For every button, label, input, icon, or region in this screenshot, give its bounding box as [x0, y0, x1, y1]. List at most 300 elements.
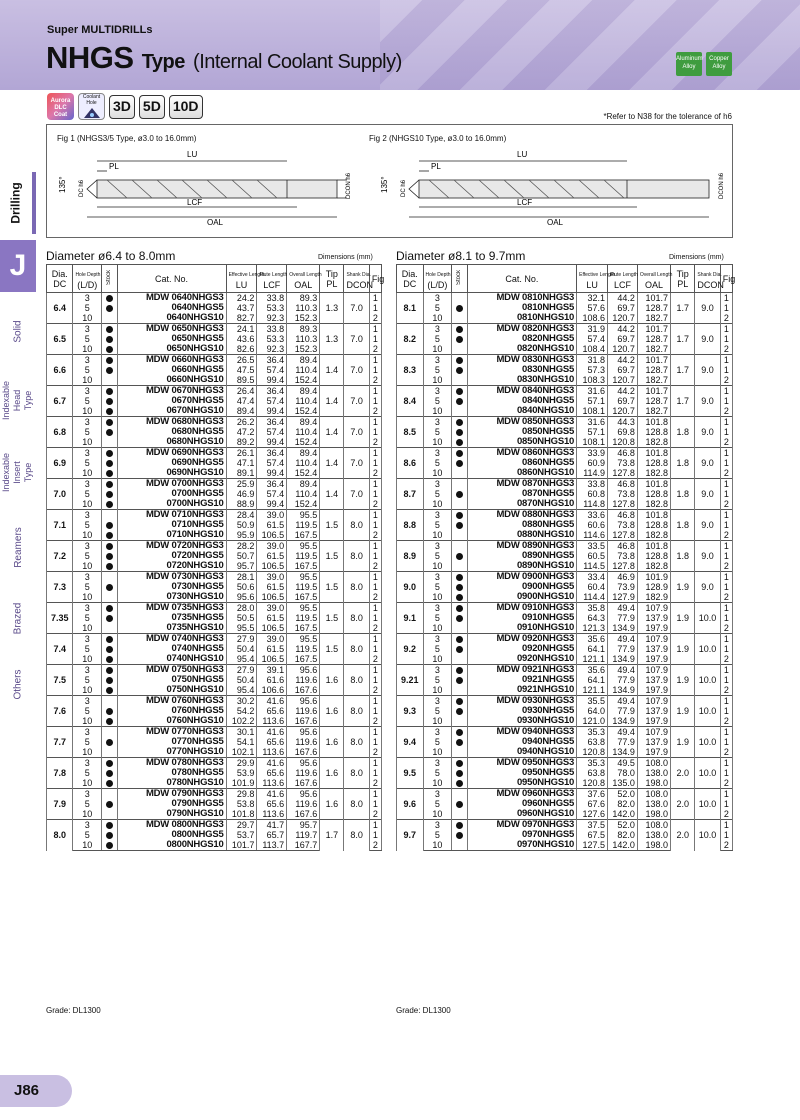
stock-cell	[102, 603, 117, 614]
right-spec-table	[396, 264, 736, 851]
stock-cell	[102, 510, 117, 521]
ld-cell: 10	[423, 840, 452, 851]
lu-cell: 53.9	[226, 768, 257, 778]
cat-no-cell: 0790NHGS10	[117, 809, 226, 820]
cat-no-cell: 0820NHGS5	[467, 334, 576, 344]
cat-no-cell: MDW 0640NHGS3	[117, 293, 226, 304]
lcf-cell: 120.8	[608, 437, 638, 448]
ld-cell: 3	[423, 324, 452, 335]
stock-cell	[452, 675, 467, 685]
stock-dot-icon	[106, 388, 113, 395]
fig-cell: 1	[720, 551, 732, 561]
ld-cell: 10	[423, 406, 452, 417]
cat-no-cell: 0750NHGS5	[117, 675, 226, 685]
ld-cell: 5	[423, 365, 452, 375]
fig-cell: 1	[720, 603, 732, 614]
lu-cell: 127.5	[577, 840, 608, 851]
fig-cell: 1	[720, 758, 732, 769]
stock-cell	[452, 417, 467, 428]
ld-cell: 3	[73, 696, 102, 707]
stock-dot-icon	[456, 780, 463, 787]
dia-cell: 9.7	[397, 820, 424, 851]
ld-cell: 5	[423, 458, 452, 468]
stock-dot-icon	[456, 326, 463, 333]
lu-cell: 37.6	[577, 789, 608, 800]
oal-cell: 128.8	[637, 458, 670, 468]
lcf-cell: 73.8	[608, 489, 638, 499]
stock-dot-icon	[106, 295, 113, 302]
cat-no-cell: 0690NHGS5	[117, 458, 226, 468]
dcon-cell: 9.0	[695, 572, 720, 603]
lcf-cell: 127.8	[608, 530, 638, 541]
oal-cell: 182.7	[637, 313, 670, 324]
fig-cell: 1	[369, 365, 381, 375]
stock-dot-icon	[106, 770, 113, 777]
ld-cell: 3	[423, 448, 452, 459]
dia-cell: 8.4	[397, 386, 424, 417]
ld-cell: 3	[73, 603, 102, 614]
lcf-cell: 69.8	[608, 427, 638, 437]
ld-cell: 3	[73, 665, 102, 676]
ld-cell: 5	[423, 303, 452, 313]
col-hole-depth: Hole Depth (L/D)	[423, 265, 452, 293]
sidebar-item-others[interactable]	[0, 654, 36, 714]
oal-cell: 197.9	[637, 623, 670, 634]
oal-cell: 101.8	[637, 479, 670, 490]
lcf-cell: 36.4	[257, 355, 287, 366]
oal-cell: 198.0	[637, 809, 670, 820]
sidebar-item-solid[interactable]	[0, 300, 36, 362]
fig-cell: 1	[369, 520, 381, 530]
stock-cell	[102, 706, 117, 716]
cat-no-cell: 0840NHGS10	[467, 406, 576, 417]
stock-cell	[102, 758, 117, 769]
fig-cell: 1	[369, 727, 381, 738]
fig-cell: 1	[720, 479, 732, 490]
stock-dot-icon	[456, 367, 463, 374]
lu-cell: 82.7	[226, 313, 257, 324]
stock-dot-icon	[106, 305, 113, 312]
fig-cell: 2	[369, 840, 381, 851]
lu-cell: 33.9	[577, 448, 608, 459]
fig-cell: 1	[720, 820, 732, 831]
oal-cell: 107.9	[637, 603, 670, 614]
lu-cell: 30.1	[226, 727, 257, 738]
stock-dot-icon	[106, 367, 113, 374]
fig-cell: 2	[720, 468, 732, 479]
lu-cell: 60.9	[577, 458, 608, 468]
stock-cell	[452, 727, 467, 738]
fig-cell: 1	[720, 644, 732, 654]
stock-cell	[452, 613, 467, 623]
lu-cell: 64.1	[577, 675, 608, 685]
sidebar-reamers-label: Reamers	[12, 526, 24, 568]
fig-cell: 1	[369, 799, 381, 809]
lu-cell: 60.8	[577, 489, 608, 499]
stock-dot-icon	[106, 687, 113, 694]
stock-dot-icon	[456, 305, 463, 312]
ld-cell: 10	[423, 592, 452, 603]
oal-cell: 89.3	[287, 293, 320, 304]
cat-no-cell: 0800NHGS5	[117, 830, 226, 840]
oal-cell: 107.9	[637, 727, 670, 738]
stock-cell	[452, 313, 467, 324]
ld-cell: 5	[423, 830, 452, 840]
stock-cell	[102, 665, 117, 676]
stock-dot-icon	[456, 419, 463, 426]
stock-dot-icon	[106, 336, 113, 343]
cat-no-cell: 0960NHGS10	[467, 809, 576, 820]
stock-cell	[102, 613, 117, 623]
ld-cell: 10	[73, 437, 102, 448]
lu-cell: 67.5	[577, 830, 608, 840]
fig-cell: 1	[369, 303, 381, 313]
dcon-cell: 9.0	[695, 386, 720, 417]
fig-cell: 1	[720, 458, 732, 468]
fig2-oal: OAL	[547, 218, 564, 227]
fig-cell: 1	[720, 799, 732, 809]
fig-cell: 1	[369, 324, 381, 335]
oal-cell: 182.7	[637, 406, 670, 417]
cat-no-cell: 0680NHGS5	[117, 427, 226, 437]
stock-cell	[452, 541, 467, 552]
oal-cell: 101.7	[637, 355, 670, 366]
ld-cell: 3	[423, 355, 452, 366]
cat-no-cell: MDW 0920NHGS3	[467, 634, 576, 645]
lcf-cell: 82.0	[608, 830, 638, 840]
ld-cell: 10	[423, 499, 452, 510]
cat-no-cell: 0930NHGS10	[467, 716, 576, 727]
oal-cell: 128.7	[637, 396, 670, 406]
oal-cell: 182.8	[637, 499, 670, 510]
pl-cell: 1.7	[671, 355, 695, 386]
lu-cell: 57.6	[577, 303, 608, 313]
oal-cell: 137.9	[637, 613, 670, 623]
oal-cell: 119.6	[287, 768, 320, 778]
stock-cell	[102, 324, 117, 335]
oal-cell: 152.4	[287, 375, 320, 386]
dcon-cell: 10.0	[695, 789, 720, 820]
lcf-cell: 127.9	[608, 592, 638, 603]
oal-cell: 95.6	[287, 758, 320, 769]
ld-cell: 10	[73, 654, 102, 665]
lu-cell: 95.9	[226, 530, 257, 541]
ld-cell: 3	[73, 541, 102, 552]
lu-cell: 26.5	[226, 355, 257, 366]
dia-cell: 9.5	[397, 758, 424, 789]
ld-cell: 5	[423, 675, 452, 685]
fig-cell: 1	[369, 417, 381, 428]
cat-no-cell: 0940NHGS10	[467, 747, 576, 758]
lu-cell: 53.8	[226, 799, 257, 809]
lu-cell: 60.4	[577, 582, 608, 592]
lu-cell: 108.1	[577, 437, 608, 448]
stock-cell	[452, 778, 467, 789]
ld-cell: 3	[73, 789, 102, 800]
stock-cell	[452, 551, 467, 561]
lcf-cell: 113.6	[257, 716, 287, 727]
stock-dot-icon	[106, 801, 113, 808]
stock-cell	[452, 737, 467, 747]
fig-cell: 1	[369, 510, 381, 521]
stock-cell	[102, 582, 117, 592]
stock-cell	[452, 758, 467, 769]
lcf-cell: 57.4	[257, 427, 287, 437]
copper-alloy-badge: Copper Alloy	[706, 52, 732, 76]
fig-cell: 1	[720, 830, 732, 840]
ld-cell: 10	[423, 530, 452, 541]
lcf-cell: 99.4	[257, 375, 287, 386]
fig-cell: 1	[720, 541, 732, 552]
cat-no-cell: 0650NHGS10	[117, 344, 226, 355]
cat-no-cell: MDW 0870NHGS3	[467, 479, 576, 490]
col-lu: Effective Length LU	[226, 265, 257, 293]
lcf-cell: 53.3	[257, 334, 287, 344]
oal-cell: 95.5	[287, 572, 320, 583]
ld-cell: 3	[423, 510, 452, 521]
dia-cell: 9.4	[397, 727, 424, 758]
cat-no-cell: 0770NHGS10	[117, 747, 226, 758]
fig-cell: 2	[720, 840, 732, 851]
stock-dot-icon	[456, 677, 463, 684]
fig2-dcon: DCON h6	[719, 172, 725, 199]
lcf-cell: 113.6	[257, 809, 287, 820]
cat-no-cell: 0740NHGS10	[117, 654, 226, 665]
stock-cell	[102, 747, 117, 758]
cat-no-cell: 0735NHGS10	[117, 623, 226, 634]
dcon-cell: 9.0	[695, 479, 720, 510]
stock-cell	[102, 313, 117, 324]
stock-cell	[102, 541, 117, 552]
cat-no-cell: 0790NHGS5	[117, 799, 226, 809]
lcf-cell: 134.9	[608, 685, 638, 696]
cat-no-cell: MDW 0710NHGS3	[117, 510, 226, 521]
stock-cell	[452, 685, 467, 696]
oal-cell: 110.4	[287, 458, 320, 468]
stock-cell	[102, 375, 117, 386]
oal-cell: 101.7	[637, 386, 670, 397]
oal-cell: 119.6	[287, 706, 320, 716]
lu-cell: 35.6	[577, 634, 608, 645]
dcon-cell: 7.0	[344, 355, 369, 386]
col-dia: Dia. DC	[47, 265, 73, 293]
dia-cell: 8.5	[397, 417, 424, 448]
oal-cell: 152.4	[287, 499, 320, 510]
lcf-cell: 106.5	[257, 623, 287, 634]
dcon-cell: 8.0	[344, 634, 369, 665]
col-oal: Overall Length OAL	[637, 265, 670, 293]
sidebar-item-indexable-head[interactable]	[0, 366, 36, 434]
ld-cell: 10	[73, 840, 102, 851]
cat-no-cell: MDW 0921NHGS3	[467, 665, 576, 676]
lcf-cell: 127.8	[608, 561, 638, 572]
cat-no-cell: 0730NHGS5	[117, 582, 226, 592]
lcf-cell: 78.0	[608, 768, 638, 778]
fig-cell: 2	[369, 375, 381, 386]
lcf-cell: 106.5	[257, 530, 287, 541]
stock-dot-icon	[106, 357, 113, 364]
stock-cell	[452, 375, 467, 386]
dcon-cell: 7.0	[344, 386, 369, 417]
ld-cell: 10	[73, 685, 102, 696]
oal-cell: 110.4	[287, 365, 320, 375]
ld-cell: 10	[73, 499, 102, 510]
stock-dot-icon	[106, 832, 113, 839]
lcf-cell: 77.9	[608, 613, 638, 623]
stock-dot-icon	[456, 512, 463, 519]
oal-cell: 95.5	[287, 510, 320, 521]
tolerance-note: *Refer to N38 for the tolerance of h6	[603, 112, 732, 121]
cat-no-cell: 0910NHGS5	[467, 613, 576, 623]
ld-cell: 5	[423, 396, 452, 406]
oal-cell: 119.6	[287, 737, 320, 747]
stock-cell	[102, 303, 117, 313]
stock-dot-icon	[456, 770, 463, 777]
stock-cell	[452, 603, 467, 614]
sidebar-others-label: Others	[12, 668, 24, 700]
lcf-cell: 113.6	[257, 747, 287, 758]
lcf-cell: 41.6	[257, 696, 287, 707]
sidebar-item-reamers[interactable]	[0, 512, 36, 582]
stock-dot-icon	[106, 667, 113, 674]
fig-cell: 1	[369, 572, 381, 583]
lu-cell: 50.5	[226, 613, 257, 623]
oal-cell: 128.8	[637, 520, 670, 530]
stock-dot-icon	[456, 522, 463, 529]
fig-cell: 1	[720, 365, 732, 375]
stock-cell	[102, 355, 117, 366]
lu-cell: 35.3	[577, 727, 608, 738]
oal-cell: 167.6	[287, 685, 320, 696]
stock-dot-icon	[456, 357, 463, 364]
oal-cell: 137.9	[637, 644, 670, 654]
lu-cell: 54.1	[226, 737, 257, 747]
lu-cell: 31.6	[577, 386, 608, 397]
ld-cell: 10	[423, 437, 452, 448]
cat-no-cell: 0870NHGS10	[467, 499, 576, 510]
dcon-cell: 9.0	[695, 293, 720, 324]
fig-cell: 2	[720, 716, 732, 727]
lu-cell: 26.2	[226, 417, 257, 428]
sidebar-drilling	[0, 172, 36, 234]
stock-cell	[452, 396, 467, 406]
stock-cell	[102, 840, 117, 851]
oal-cell: 101.7	[637, 324, 670, 335]
sidebar-item-brazed[interactable]	[0, 590, 36, 646]
sidebar-indexable-head-label: Indexable Head Type	[1, 380, 34, 420]
left-grade: Grade: DL1300	[46, 1006, 101, 1015]
lcf-cell: 134.9	[608, 623, 638, 634]
ld-cell: 5	[423, 768, 452, 778]
aluminum-alloy-badge: Aluminum Alloy	[676, 52, 702, 76]
lcf-cell: 65.6	[257, 706, 287, 716]
stock-cell	[452, 365, 467, 375]
cat-no-cell: MDW 0700NHGS3	[117, 479, 226, 490]
lu-cell: 60.5	[577, 551, 608, 561]
cat-no-cell: 0760NHGS5	[117, 706, 226, 716]
fig1-lcf: LCF	[187, 198, 203, 207]
ld-cell: 5	[73, 644, 102, 654]
stock-cell	[452, 510, 467, 521]
stock-dot-icon	[456, 667, 463, 674]
stock-cell	[102, 365, 117, 375]
ld-cell: 5	[73, 396, 102, 406]
right-dim-note: Dimensions (mm)	[669, 254, 724, 261]
dcon-cell: 10.0	[695, 665, 720, 696]
ld-cell: 10	[423, 375, 452, 386]
cat-no-cell: MDW 0820NHGS3	[467, 324, 576, 335]
stock-cell	[102, 592, 117, 603]
fig-cell: 1	[369, 634, 381, 645]
cat-no-cell: 0830NHGS5	[467, 365, 576, 375]
stock-cell	[452, 520, 467, 530]
pl-cell: 1.6	[320, 665, 344, 696]
lu-cell: 29.7	[226, 820, 257, 831]
pl-cell: 1.9	[671, 572, 695, 603]
oal-cell: 167.5	[287, 530, 320, 541]
stock-cell	[102, 727, 117, 738]
dia-cell: 7.3	[47, 572, 73, 603]
ld-cell: 5	[73, 768, 102, 778]
oal-cell: 89.4	[287, 417, 320, 428]
oal-cell: 101.8	[637, 417, 670, 428]
dcon-cell: 10.0	[695, 603, 720, 634]
lu-cell: 50.9	[226, 520, 257, 530]
lu-cell: 114.6	[577, 530, 608, 541]
stock-cell	[452, 386, 467, 397]
fig1-pl: PL	[109, 162, 119, 171]
dia-cell: 9.6	[397, 789, 424, 820]
oal-cell: 101.9	[637, 572, 670, 583]
cat-no-cell: 0890NHGS10	[467, 561, 576, 572]
cat-no-cell: 0850NHGS10	[467, 437, 576, 448]
oal-cell: 101.8	[637, 510, 670, 521]
fig-cell: 1	[369, 644, 381, 654]
ld-cell: 3	[423, 572, 452, 583]
oal-cell: 167.7	[287, 840, 320, 851]
stock-dot-icon	[456, 698, 463, 705]
cat-no-cell: 0830NHGS10	[467, 375, 576, 386]
lu-cell: 57.1	[577, 396, 608, 406]
cat-no-cell: 0910NHGS10	[467, 623, 576, 634]
oal-cell: 95.6	[287, 665, 320, 676]
stock-cell	[452, 634, 467, 645]
lcf-cell: 113.6	[257, 778, 287, 789]
lu-cell: 88.9	[226, 499, 257, 510]
fig-cell: 1	[369, 789, 381, 800]
stock-dot-icon	[456, 646, 463, 653]
lcf-cell: 57.4	[257, 458, 287, 468]
lu-cell: 101.9	[226, 778, 257, 789]
stock-dot-icon	[106, 636, 113, 643]
oal-cell: 167.5	[287, 623, 320, 634]
ld-cell: 10	[423, 809, 452, 820]
oal-cell: 182.8	[637, 468, 670, 479]
dia-cell: 6.5	[47, 324, 73, 355]
oal-cell: 128.7	[637, 334, 670, 344]
oal-cell: 167.5	[287, 592, 320, 603]
lcf-cell: 46.8	[608, 448, 638, 459]
fig-cell: 1	[720, 520, 732, 530]
col-hole-depth: Hole Depth (L/D)	[73, 265, 102, 293]
oal-cell: 89.4	[287, 386, 320, 397]
dia-cell: 7.4	[47, 634, 73, 665]
sidebar-item-indexable-insert[interactable]	[0, 438, 36, 506]
oal-cell: 95.5	[287, 541, 320, 552]
stock-dot-icon	[106, 718, 113, 725]
ld-cell: 10	[73, 716, 102, 727]
cat-no-cell: 0810NHGS10	[467, 313, 576, 324]
